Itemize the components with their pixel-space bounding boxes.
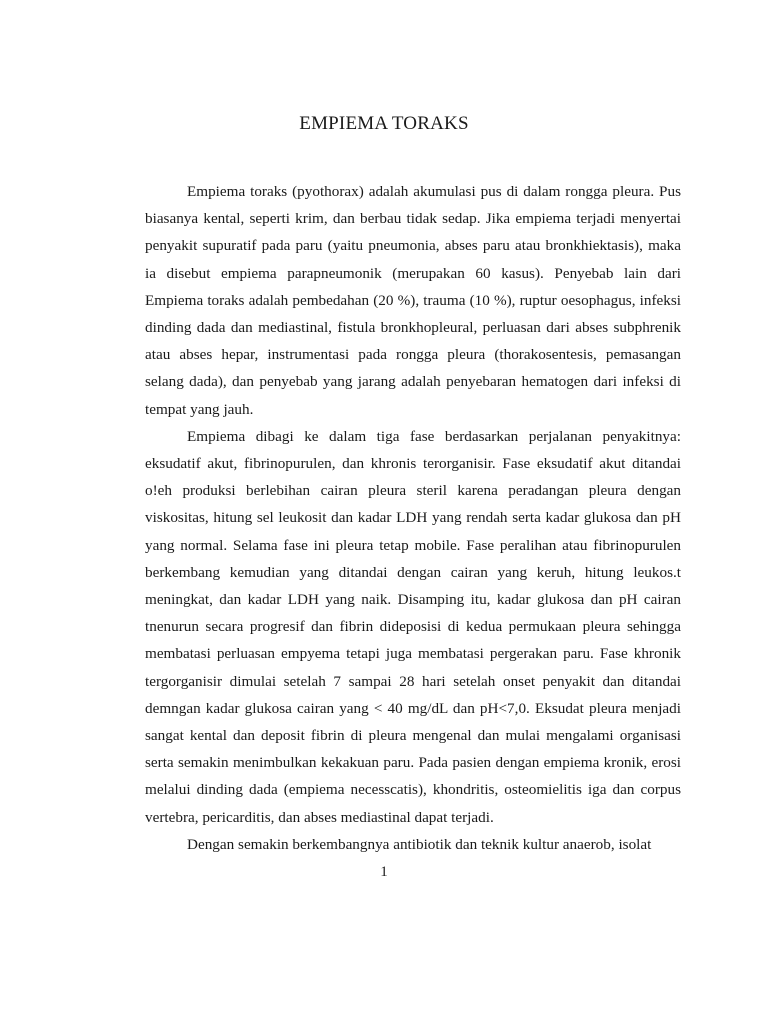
page-number: 1 [380, 864, 388, 880]
paragraph-antibiotics: Dengan semakin berkembangnya antibiotik dan teknik kultur anaerob, isolat [187, 835, 652, 853]
paragraph-definition: Empiema toraks (pyothorax) adalah akumulasi pus di dalam rongga pleura. Pus biasanya kental, seperti krim, dan berbau tidak sedap. Jika empiema terjadi menyertai penyakit supuratif pada paru (yaitu pneumonia, abses paru atau bronkhiektasis), maka ia disebut empiema parapneumonik (merupakan 60 kasus). Penyebab lain dari Empiema toraks adalah pembedahan (20 %), trauma (10 %), ruptur oesophagus, infeksi dinding dada dan mediastinal, fistula bronkhopleural, perluasan dari abses subphrenik atau abses hepar, instrumentasi pada rongga pleura (thorakosentesis, pemasangan selang dada), dan penyebab yang jarang adalah penyebaran hematogen dari infeksi di tempat yang jauh. [145, 183, 681, 418]
body-text [145, 178, 681, 858]
page-title: EMPIEMA TORAKS [299, 113, 469, 134]
paragraph-phases: Empiema dibagi ke dalam tiga fase berdasarkan perjalanan penyakitnya: eksudatif akut, fibrinopurulen, dan khronis terorganisir. Fase eksudatif akut ditandai o!eh produksi berlebihan cairan pleura steril karena peradangan pleura dengan viskositas, hitung sel leukosit dan kadar LDH yang rendah serta kadar glukosa dan pH yang normal. Selama fase ini pleura tetap mobile. Fase peralihan atau fibrinopurulen berkembang kemudian yang ditandai dengan cairan yang keruh, hitung leukos.t meningkat, dan kadar LDH yang naik. Disamping itu, kadar glukosa dan pH cairan tnenurun secara progresif dan fibrin dideposisi di kedua permukaan pleura sehingga membatasi perluasan empyema tetapi juga membatasi pergerakan paru. Fase khronik tergorganisir dimulai setelah 7 sampai 28 hari setelah onset penyakit dan ditandai demngan kadar glukosa cairan yang < 40 mg/dL dan pH<7,0. Eksudat pleura menjadi sangat kental dan deposit fibrin di pleura mengenal dan mulai mengalami organisasi serta semakin menimbulkan kekakuan paru. Pada pasien dengan empiema kronik, erosi melalui dinding dada (empiema necesscatis), khondritis, osteomielitis iga dan corpus vertebra, pericarditis, dan abses mediastinal dapat terjadi. [145, 427, 681, 826]
